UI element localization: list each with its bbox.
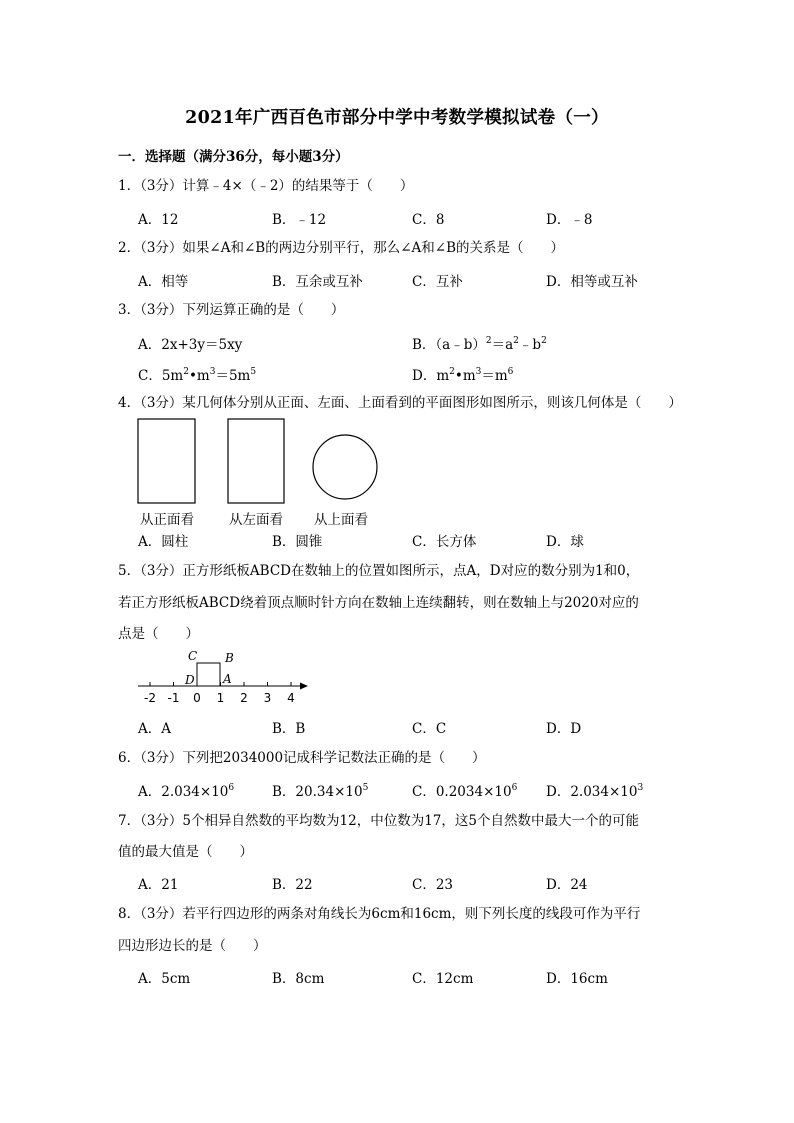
question-7-option-c[interactable]: C．23	[412, 877, 454, 893]
vertex-a-label: A	[223, 672, 232, 686]
front-view-rectangle	[138, 419, 195, 503]
exam-title: 2021年广西百色市部分中学中考数学模拟试卷（一）	[185, 108, 609, 128]
question-4-option-b[interactable]: B．圆锥	[272, 534, 323, 550]
question-6-option-d[interactable]: D．$2.034\times 10^3$	[546, 783, 644, 800]
question-3-option-d[interactable]: D．$m^2•m^3=m^6$	[412, 367, 514, 384]
question-5-line-2: 若正方形纸板ABCD绕着顶点顺时针方向在数轴上连续翻转，则在数轴上与2020对应的	[118, 595, 639, 611]
question-5-option-c[interactable]: C．C	[412, 721, 447, 737]
number-line-tick-label: 2	[240, 691, 248, 705]
three-views-figure	[130, 412, 390, 512]
number-line-tick-label: 0	[193, 691, 201, 705]
question-5-line-3: 点是（ ）	[118, 626, 199, 642]
question-4-option-c[interactable]: C．长方体	[412, 534, 477, 550]
question-2-option-c[interactable]: C．互补	[412, 274, 463, 290]
question-5-option-a[interactable]: A．A	[138, 721, 171, 737]
vertex-d-label: D	[185, 673, 195, 687]
question-1-option-a[interactable]: A．12	[138, 212, 179, 228]
question-3-option-b[interactable]: B．$(a﹣b)^2=a^2﹣b^2$	[412, 336, 547, 353]
question-2-stem: 2．（3分）如果∠A和∠B的两边分别平行，那么∠A和∠B的关系是（ ）	[118, 240, 565, 256]
section-heading: 一．选择题（满分36分，每小题3分）	[118, 149, 349, 165]
number-line-tick-label: 3	[263, 691, 272, 705]
number-line-tick-label: 1	[216, 691, 225, 705]
left-view-rectangle	[228, 419, 284, 503]
question-8-option-b[interactable]: B．8cm	[272, 971, 325, 987]
question-8-option-a[interactable]: A．5cm	[138, 971, 191, 987]
top-view-circle	[313, 435, 377, 499]
square-abcd	[197, 663, 220, 686]
question-5-line-1: 5．（3分）正方形纸板ABCD在数轴上的位置如图所示，点A，D对应的数分别为1和0，	[118, 563, 640, 579]
question-7-line-1: 7．（3分）5个相异自然数的平均数为12，中位数为17，这5个自然数中最大一个的可能	[118, 813, 639, 829]
question-7-option-b[interactable]: B．22	[272, 877, 313, 893]
question-8-line-1: 8．（3分）若平行四边形的两条对角线长为6cm和16cm，则下列长度的线段可作为平行	[118, 906, 641, 922]
question-1-stem: 1．（3分）计算﹣4×（﹣2）的结果等于（ ）	[118, 178, 414, 194]
question-3-option-a[interactable]: A．2x+3y＝5xy	[138, 337, 243, 353]
number-line-tick-label: 4	[287, 691, 295, 705]
front-view-caption: 从正面看	[140, 512, 194, 528]
top-view-caption: 从上面看	[314, 512, 368, 528]
number-line-arrow	[300, 683, 308, 690]
vertex-c-label: C	[188, 649, 198, 663]
question-6-option-b[interactable]: B．$20.34\times 10^5$	[272, 783, 369, 800]
question-8-option-d[interactable]: D．16cm	[546, 971, 608, 987]
number-line-tick-label: -1	[167, 691, 180, 705]
number-line-tick-label: -2	[144, 691, 156, 705]
question-7-line-2: 值的最大值是（ ）	[118, 844, 253, 860]
question-7-option-a[interactable]: A．21	[138, 877, 179, 893]
question-2-option-d[interactable]: D．相等或互补	[546, 274, 638, 290]
question-4-option-d[interactable]: D．球	[546, 534, 584, 550]
question-4-option-a[interactable]: A．圆柱	[138, 534, 189, 550]
question-8-option-c[interactable]: C．12cm	[412, 971, 474, 987]
question-1-option-c[interactable]: C．8	[412, 212, 445, 228]
number-line-ticks	[144, 682, 295, 705]
question-1-option-b[interactable]: B．﹣12	[272, 212, 327, 228]
vertex-b-label: B	[225, 651, 234, 665]
question-4-stem: 4．（3分）某几何体分别从正面、左面、上面看到的平面图形如图所示，则该几何体是（ ）	[118, 395, 682, 411]
question-2-option-a[interactable]: A．相等	[138, 274, 189, 290]
question-6-option-a[interactable]: A．$2.034\times 10^6$	[138, 783, 235, 800]
left-view-caption: 从左面看	[229, 512, 283, 528]
question-3-stem: 3．（3分）下列运算正确的是（ ）	[118, 302, 345, 318]
number-line-figure	[130, 645, 320, 710]
question-8-line-2: 四边形边长的是（ ）	[118, 938, 267, 954]
question-3-option-c[interactable]: C．$5m^2•m^3=5m^5$	[138, 367, 257, 384]
question-7-option-d[interactable]: D．24	[546, 877, 588, 893]
question-1-option-d[interactable]: D．﹣8	[546, 212, 593, 228]
question-6-option-c[interactable]: C．$0.2034\times 10^6$	[412, 783, 518, 800]
question-5-option-b[interactable]: B．B	[272, 721, 306, 737]
question-5-option-d[interactable]: D．D	[546, 721, 582, 737]
question-2-option-b[interactable]: B．互余或互补	[272, 274, 363, 290]
question-6-stem: 6．（3分）下列把2034000记成科学记数法正确的是（ ）	[118, 750, 486, 766]
